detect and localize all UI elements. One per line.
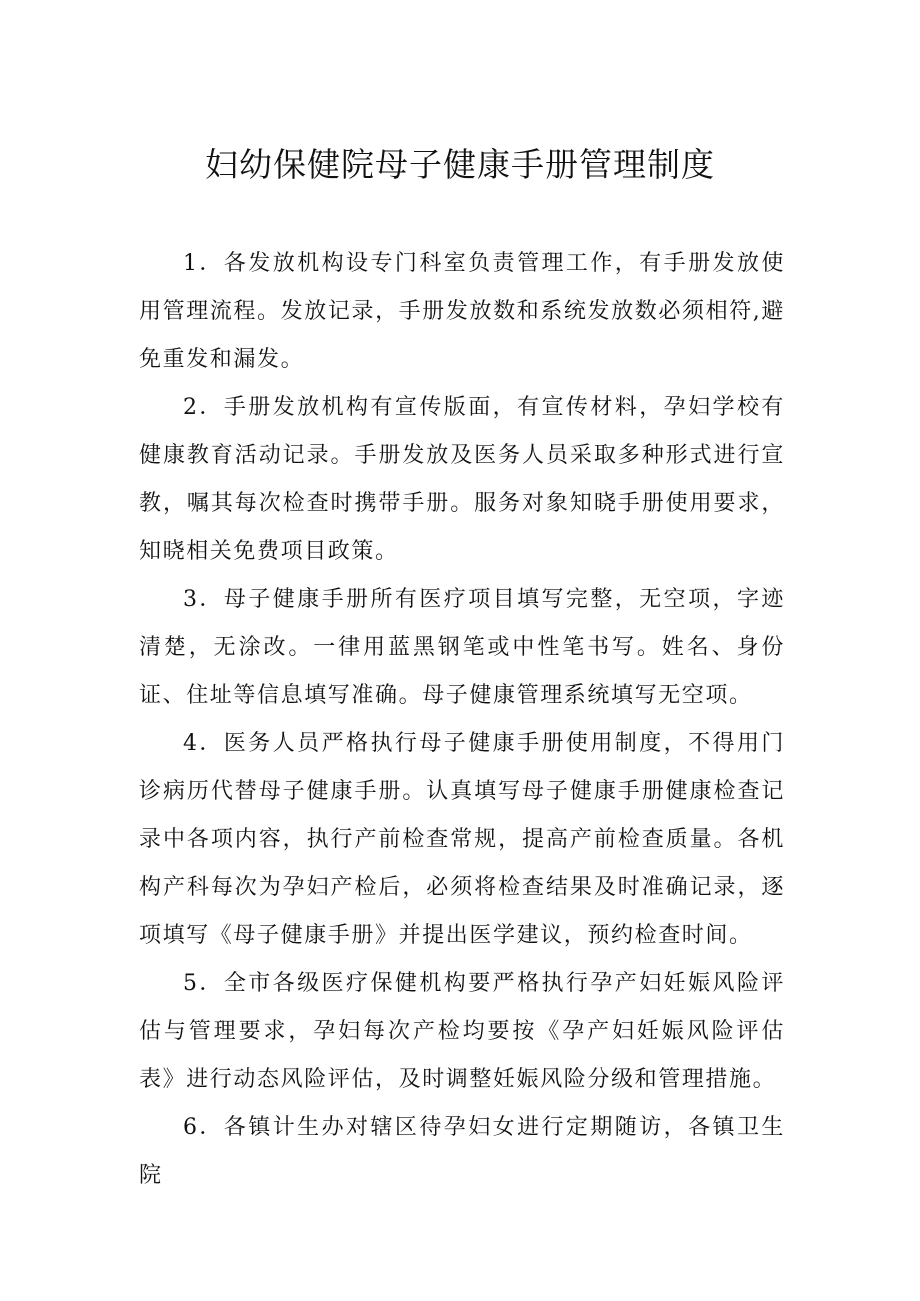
paragraph-3: 3．母子健康手册所有医疗项目填写完整，无空项，字迹清楚，无涂改。一律用蓝黑钢笔或中性笔书写。姓名、身份证、住址等信息填写准确。母子健康管理系统填写无空项。 <box>139 587 785 708</box>
paragraph-2: 2．手册发放机构有宣传版面，有宣传材料，孕妇学校有健康教育活动记录。手册发放及医务人员采取多种形式进行宣教，嘱其每次检查时携带手册。服务对象知晓手册使用要求，知晓相关免费项目政策。 <box>139 395 785 564</box>
paragraph-6: 6．各镇计生办对辖区待孕妇女进行定期随访，各镇卫生院 <box>139 1115 785 1188</box>
paragraph-4: 4．医务人员严格执行母子健康手册使用制度，不得用门诊病历代替母子健康手册。认真填写母子健康手册健康检查记录中各项内容，执行产前检查常规，提高产前检查质量。各机构产科每次为孕妇产检后，必须将检查结果及时准确记录，逐项填写《母子健康手册》并提出医学建议，预约检查时间。 <box>139 731 785 948</box>
paragraph-5: 5．全市各级医疗保健机构要严格执行孕产妇妊娠风险评估与管理要求，孕妇每次产检均要按《孕产妇妊娠风险评估表》进行动态风险评估，及时调整妊娠风险分级和管理措施。 <box>139 971 785 1092</box>
document-title: 妇幼保健院母子健康手册管理制度 <box>205 145 715 184</box>
document-body <box>139 240 785 1200</box>
paragraph-1: 1．各发放机构设专门科室负责管理工作，有手册发放使用管理流程。发放记录，手册发放数和系统发放数必须相符,避免重发和漏发。 <box>139 251 785 372</box>
